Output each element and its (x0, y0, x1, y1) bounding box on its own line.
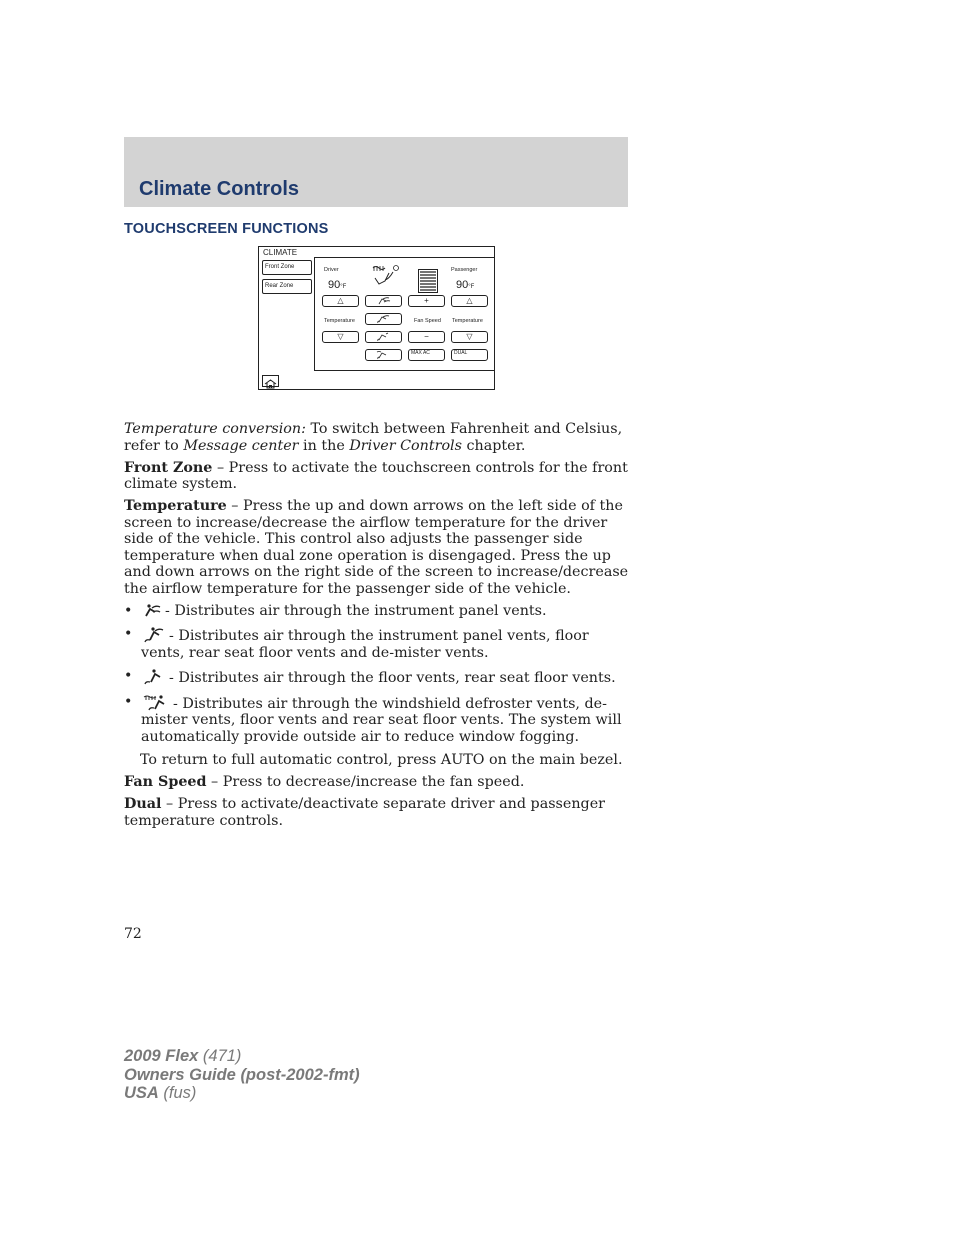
footer-market-code: (fus) (158, 1084, 197, 1102)
dual-paragraph (124, 796, 630, 829)
defrost-floor-vent-mode-button (365, 349, 402, 361)
list-item (124, 668, 630, 687)
defrost-icon (369, 264, 403, 286)
panel-floor-vent-icon (374, 314, 394, 324)
fan-speed-up-button: + (408, 295, 445, 307)
touchscreen-illustration (258, 246, 495, 390)
body-text (124, 421, 630, 835)
passenger-temp-value: 90 (456, 279, 469, 291)
fan-speed-bars-icon (418, 269, 438, 293)
panel-vent-icon (374, 296, 394, 306)
bullet-dot: • (124, 626, 133, 642)
dual-button: DUAL (451, 349, 488, 361)
fan-speed-label: Fan Speed (414, 318, 441, 324)
front-zone-button: Front Zone (262, 260, 312, 275)
passenger-temp-up-button: △ (451, 295, 488, 307)
temperature-conversion-paragraph (124, 421, 630, 454)
bullet-dot: • (124, 668, 133, 684)
home-button (262, 375, 279, 387)
footer-market: USA (124, 1084, 159, 1102)
document-footer (124, 1047, 360, 1103)
passenger-temperature-label: Temperature (452, 318, 483, 324)
passenger-temp-readout (456, 279, 474, 291)
front-zone-paragraph (124, 460, 630, 493)
bullet-text: - Distributes air through the windshield defroster vents, de-mister vents, floor vents and rear seat floor vents. The system will automatically provide outside air to reduce window fogging. (141, 695, 622, 745)
footer-line-2: Owners Guide (post-2002-fmt) (124, 1065, 360, 1084)
max-ac-button: MAX AC (408, 349, 445, 361)
floor-vent-mode-button (365, 331, 402, 343)
temperature-conversion-text: To switch between Fahrenheit and Celsius, refer to (124, 421, 623, 454)
bullet-text: - Distributes air through the instrument panel vents, floor vents, rear seat floor vents and de-mister vents. (141, 628, 589, 661)
chapter-title: Climate Controls (139, 178, 300, 200)
panel-vent-mode-button (365, 295, 402, 307)
floor-vent-icon (143, 668, 165, 686)
defrost-floor-vent-icon (374, 350, 394, 360)
fan-speed-term: Fan Speed (124, 774, 207, 790)
list-item (124, 626, 630, 661)
panel-floor-vent-mode-button (365, 313, 402, 325)
driver-temp-up-button: △ (322, 295, 359, 307)
temperature-term: Temperature (124, 498, 227, 514)
message-center-reference: Message center (183, 437, 299, 454)
fan-speed-paragraph (124, 774, 630, 791)
driver-temp-unit: °F (340, 284, 347, 290)
driver-label: Driver (324, 267, 339, 273)
list-item (124, 603, 630, 620)
climate-control-panel (314, 257, 494, 371)
screen-title: CLIMATE (263, 248, 298, 257)
list-item (124, 694, 630, 746)
fan-speed-text: – Press to decrease/increase the fan speed. (206, 774, 525, 790)
dual-text: – Press to activate/deactivate separate driver and passenger temperature controls. (124, 796, 606, 829)
temperature-conversion-text-3: chapter. (461, 437, 526, 454)
dual-term: Dual (124, 796, 162, 812)
section-heading: TOUCHSCREEN FUNCTIONS (124, 221, 329, 237)
chapter-header-band (124, 137, 628, 207)
bullet-text: - Distributes air through the floor vents, rear seat floor vents. (169, 670, 616, 686)
footer-line-1 (124, 1047, 360, 1066)
driver-temp-down-button: ▽ (322, 331, 359, 343)
panel-vent-icon (143, 603, 161, 619)
floor-vent-icon (374, 332, 394, 342)
temperature-conversion-text-2: in the (298, 437, 350, 454)
bullet-dot: • (124, 693, 133, 710)
front-zone-text: – Press to activate the touchscreen controls for the front climate system. (124, 459, 628, 492)
rear-zone-button: Rear Zone (262, 279, 312, 294)
page-number: 72 (124, 926, 142, 942)
footer-model: 2009 Flex (124, 1047, 199, 1065)
footer-model-code: (471) (198, 1047, 242, 1065)
temperature-paragraph (124, 498, 630, 597)
temperature-text: – Press the up and down arrows on the left side of the screen to increase/decrease the airflow temperature for the driver side of the vehicle. This control also adjusts the passenger side temperature when dual zone operation is disengaged. Press the up and down arrows on the right side of the screen to increase/decrease the airflow temperature for the passenger side of the vehicle. (124, 498, 629, 597)
fan-speed-down-button: − (408, 331, 445, 343)
panel-floor-vent-icon (143, 626, 165, 644)
home-icon (263, 379, 278, 389)
driver-temperature-label: Temperature (324, 318, 355, 324)
footer-line-3 (124, 1084, 360, 1103)
front-zone-term: Front Zone (124, 459, 213, 476)
passenger-temp-down-button: ▽ (451, 331, 488, 343)
bullet-text: - Distributes air through the instrument panel vents. (165, 602, 547, 619)
driver-controls-reference: Driver Controls (349, 437, 462, 454)
bullet-dot: • (124, 602, 133, 619)
temperature-conversion-label: Temperature conversion: (124, 421, 306, 437)
passenger-temp-unit: °F (468, 284, 475, 290)
defrost-floor-vent-icon (143, 694, 169, 712)
driver-temp-readout (328, 279, 346, 291)
passenger-label: Passenger (451, 267, 478, 273)
auto-note: To return to full automatic control, press AUTO on the main bezel. (140, 752, 623, 768)
driver-temp-value: 90 (328, 279, 341, 291)
